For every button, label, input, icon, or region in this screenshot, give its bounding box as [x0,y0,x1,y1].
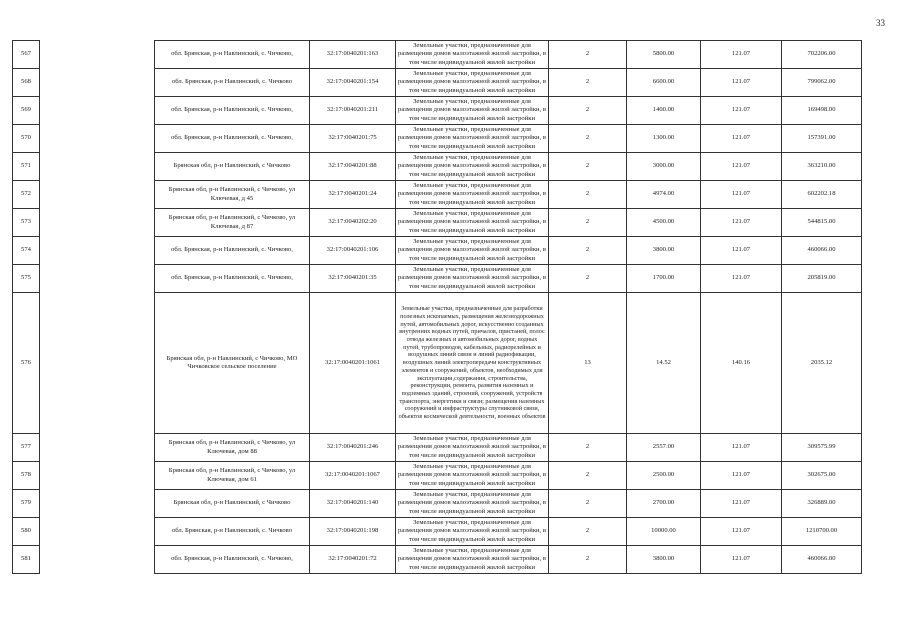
group-cell: 2 [549,41,627,69]
cadastral-number-cell: 32:17:0040201:211 [310,97,396,125]
table-row [13,434,862,462]
spacer-cell [40,293,155,434]
group-cell: 2 [549,462,627,490]
area-cell: 2700.00 [627,490,701,518]
row-number-cell: 568 [13,69,40,97]
spacer-cell [40,97,155,125]
area-cell: 6600.00 [627,69,701,97]
table-row [13,490,862,518]
cadastral-value-cell: 702206.00 [782,41,862,69]
table-row [13,125,862,153]
area-cell: 4974.00 [627,181,701,209]
row-number-cell: 567 [13,41,40,69]
cadastral-number-cell: 32:17:0040201:246 [310,434,396,462]
spacer-cell [40,462,155,490]
area-cell: 3000.00 [627,153,701,181]
row-number-cell: 578 [13,462,40,490]
address-cell: обл. Брянская, р-н Навлинский, с. Чичково, [155,546,310,574]
group-cell: 2 [549,209,627,237]
area-cell: 10000.00 [627,518,701,546]
group-cell: 2 [549,69,627,97]
group-cell: 2 [549,125,627,153]
table-row [13,153,862,181]
cadastral-value-cell: 326889.00 [782,490,862,518]
cadastral-number-cell: 32:17:0040201:154 [310,69,396,97]
cadastral-value-cell: 157391.00 [782,125,862,153]
area-cell: 5800.00 [627,41,701,69]
cadastral-value-cell: 205819.00 [782,265,862,293]
spacer-cell [40,69,155,97]
cadastral-value-cell: 363210.00 [782,153,862,181]
land-use-cell: Земельные участки, предназначенные для размещения домов малоэтажной жилой застройки, в том числе индивидуальной жилой застройки [396,518,549,546]
cadastral-value-cell: 2035.12 [782,293,862,434]
spacer-cell [40,153,155,181]
address-cell: обл. Брянская, р-н Навлинский, с. Чичково [155,518,310,546]
group-cell: 2 [549,153,627,181]
specific-value-cell: 121.07 [701,181,782,209]
cadastral-number-cell: 32:17:0040201:198 [310,518,396,546]
land-use-cell: Земельные участки, предназначенные для размещения домов малоэтажной жилой застройки, в том числе индивидуальной жилой застройки [396,265,549,293]
table-row [13,462,862,490]
address-cell: Брянская обл, р-н Навлинский, с Чичково, МО Чичковское сельское поселение [155,293,310,434]
land-plots-table [12,40,862,574]
land-use-cell: Земельные участки, предназначенные для размещения домов малоэтажной жилой застройки, в том числе индивидуальной жилой застройки [396,69,549,97]
specific-value-cell: 121.07 [701,69,782,97]
area-cell: 3800.00 [627,237,701,265]
table-row [13,181,862,209]
table-row [13,41,862,69]
spacer-cell [40,490,155,518]
cadastral-number-cell: 32:17:0040201:72 [310,546,396,574]
row-number-cell: 574 [13,237,40,265]
table-row [13,265,862,293]
spacer-cell [40,237,155,265]
row-number-cell: 579 [13,490,40,518]
land-use-cell: Земельные участки, предназначенные для размещения домов малоэтажной жилой застройки, в том числе индивидуальной жилой застройки [396,462,549,490]
table-row [13,546,862,574]
area-cell: 3800.00 [627,546,701,574]
table-row [13,69,862,97]
address-cell: Брянская обл, р-н Навлинский, с Чичково, ул Ключевая, дом 61 [155,462,310,490]
area-cell: 2500.00 [627,462,701,490]
land-use-cell: Земельные участки, предназначенные для размещения домов малоэтажной жилой застройки, в том числе индивидуальной жилой застройки [396,153,549,181]
cadastral-number-cell: 32:17:0040201:1061 [310,293,396,434]
specific-value-cell: 121.07 [701,237,782,265]
cadastral-number-cell: 32:17:0040201:163 [310,41,396,69]
land-use-cell: Земельные участки, предназначенные для размещения домов малоэтажной жилой застройки, в том числе индивидуальной жилой застройки [396,181,549,209]
land-use-cell: Земельные участки, предназначенные для размещения домов малоэтажной жилой застройки, в том числе индивидуальной жилой застройки [396,237,549,265]
table-row [13,97,862,125]
land-use-cell: Земельные участки, предназначенные для размещения домов малоэтажной жилой застройки, в том числе индивидуальной жилой застройки [396,209,549,237]
row-number-cell: 577 [13,434,40,462]
group-cell: 2 [549,97,627,125]
row-number-cell: 580 [13,518,40,546]
row-number-cell: 573 [13,209,40,237]
cadastral-value-cell: 544815.00 [782,209,862,237]
specific-value-cell: 121.07 [701,434,782,462]
area-cell: 1400.00 [627,97,701,125]
row-number-cell: 581 [13,546,40,574]
cadastral-number-cell: 32:17:0040201:1067 [310,462,396,490]
group-cell: 13 [549,293,627,434]
group-cell: 2 [549,546,627,574]
row-number-cell: 576 [13,293,40,434]
cadastral-number-cell: 32:17:0040201:106 [310,237,396,265]
land-use-cell: Земельные участки, предназначенные для размещения домов малоэтажной жилой застройки, в том числе индивидуальной жилой застройки [396,97,549,125]
area-cell: 4500.00 [627,209,701,237]
spacer-cell [40,209,155,237]
cadastral-value-cell: 309575.99 [782,434,862,462]
page-number: 33 [876,18,885,28]
address-cell: Брянская обл, р-н Навлинский, с Чичково, ул Ключевая, дом 88 [155,434,310,462]
address-cell: обл. Брянская, р-н Навлинский, с. Чичково, [155,237,310,265]
spacer-cell [40,518,155,546]
cadastral-value-cell: 460066.00 [782,546,862,574]
cadastral-value-cell: 1210700.00 [782,518,862,546]
specific-value-cell: 121.07 [701,518,782,546]
specific-value-cell: 121.07 [701,41,782,69]
spacer-cell [40,434,155,462]
specific-value-cell: 121.07 [701,265,782,293]
spacer-cell [40,181,155,209]
spacer-cell [40,546,155,574]
specific-value-cell: 121.07 [701,462,782,490]
group-cell: 2 [549,237,627,265]
table-row [13,237,862,265]
cadastral-number-cell: 32:17:0040201:75 [310,125,396,153]
land-use-cell: Земельные участки, предназначенные для размещения домов малоэтажной жилой застройки, в том числе индивидуальной жилой застройки [396,434,549,462]
area-cell: 1700.00 [627,265,701,293]
cadastral-number-cell: 32:17:0040201:140 [310,490,396,518]
cadastral-number-cell: 32:17:0040201:88 [310,153,396,181]
cadastral-value-cell: 302675.00 [782,462,862,490]
specific-value-cell: 121.07 [701,490,782,518]
land-use-cell: Земельные участки, предназначенные для размещения домов малоэтажной жилой застройки, в том числе индивидуальной жилой застройки [396,546,549,574]
land-use-cell: Земельные участки, предназначенные для разработки полезных ископаемых, размещения железнодорожных путей, автомобильных дорог, искусственно созданных внутренних водных путей, причалов, пристаней, полос отвода железных и автомобильных дорог, водных путей, трубопроводов, кабельных, радиорелейных и воздушных линий связи и линий радиофикации, воздушных линий электропередачи конструктивных элементов и сооружений, объектов, необходимых для эксплуатации,содержания, строительства, реконструкции, ремонта, развития наземных и подземных зданий, строений, сооружений, устройств транспорта, энергетики и связи; размещения наземных сооружений и инфраструктуры спутниковой связи, объектов космической деятельности, военных объектов [396,293,549,434]
address-cell: обл. Брянская, р-н Навлинский, с. Чичково, [155,97,310,125]
land-use-cell: Земельные участки, предназначенные для размещения домов малоэтажной жилой застройки, в том числе индивидуальной жилой застройки [396,125,549,153]
row-number-cell: 569 [13,97,40,125]
address-cell: обл. Брянская, р-н Навлинский, с. Чичково, [155,125,310,153]
cadastral-value-cell: 602202.18 [782,181,862,209]
group-cell: 2 [549,181,627,209]
row-number-cell: 572 [13,181,40,209]
table-row [13,518,862,546]
land-use-cell: Земельные участки, предназначенные для размещения домов малоэтажной жилой застройки, в том числе индивидуальной жилой застройки [396,490,549,518]
area-cell: 1300.00 [627,125,701,153]
area-cell: 14.52 [627,293,701,434]
cadastral-value-cell: 460066.00 [782,237,862,265]
cadastral-value-cell: 169498.00 [782,97,862,125]
row-number-cell: 570 [13,125,40,153]
spacer-cell [40,41,155,69]
cadastral-value-cell: 799062.00 [782,69,862,97]
cadastral-number-cell: 32:17:0040201:24 [310,181,396,209]
address-cell: Брянская обл, р-н Навлинский, с Чичково, ул Ключевая, д 87 [155,209,310,237]
table-row [13,293,862,434]
group-cell: 2 [549,265,627,293]
address-cell: обл. Брянская, р-н Навлинский, с. Чичково, [155,41,310,69]
address-cell: обл. Брянская, р-н Навлинский, с. Чичково [155,69,310,97]
land-use-cell: Земельные участки, предназначенные для размещения домов малоэтажной жилой застройки, в том числе индивидуальной жилой застройки [396,41,549,69]
group-cell: 2 [549,434,627,462]
address-cell: Брянская обл, р-н Навлинский, с Чичково [155,490,310,518]
address-cell: Брянская обл, р-н Навлинский, с Чичково, ул Ключевая, д 45 [155,181,310,209]
group-cell: 2 [549,518,627,546]
row-number-cell: 571 [13,153,40,181]
specific-value-cell: 121.07 [701,97,782,125]
address-cell: обл. Брянская, р-н Навлинский, с. Чичково, [155,265,310,293]
cadastral-number-cell: 32:17:0040202:20 [310,209,396,237]
specific-value-cell: 121.07 [701,153,782,181]
row-number-cell: 575 [13,265,40,293]
cadastral-number-cell: 32:17:0040201:35 [310,265,396,293]
specific-value-cell: 121.07 [701,209,782,237]
group-cell: 2 [549,490,627,518]
table-row [13,209,862,237]
area-cell: 2557.00 [627,434,701,462]
specific-value-cell: 121.07 [701,125,782,153]
spacer-cell [40,125,155,153]
specific-value-cell: 121.07 [701,546,782,574]
specific-value-cell: 140.16 [701,293,782,434]
address-cell: Брянская обл, р-н Навлинский, с Чичково [155,153,310,181]
spacer-cell [40,265,155,293]
